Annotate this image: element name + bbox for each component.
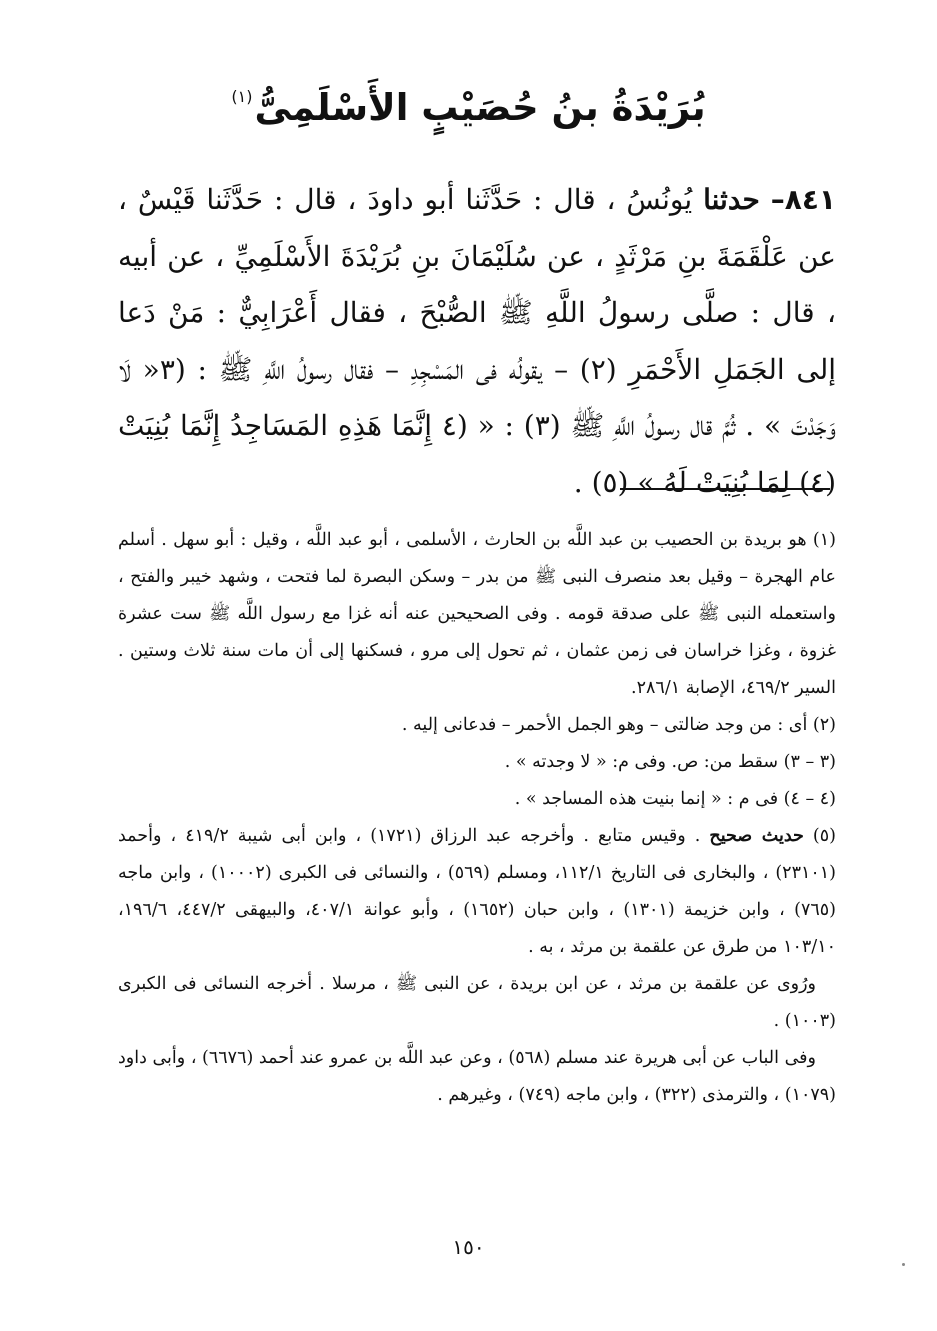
chapter-title [100, 62, 837, 132]
footnote-5 [118, 818, 836, 966]
footnote-1: (١) هو بريدة بن الحصيب بن عبد اللَّه بن الحارث ، الأسلمى ، أبو عبد اللَّه ، وقيل : أبو سهل . أسلم عام الهجرة – وقيل بعد منصرف النبى ﷺ من بدر – وسكن البصرة لما فتحت ، وشهد خيبر والفتح ، واستعمله النبى ﷺ على صدقة قومه . وفى الصحيحين عنه أنه غزا مع رسول اللَّه ﷺ ست عشرة غزوة ، وغزا خراسان فى زمن عثمان ، ثم تحول إلى مرو ، فسكنها إلى أن مات سنة ثلاث وستين . السير ٤٦٩/٢، الإصابة ٢٨٦/١. [118, 530, 836, 698]
footnote-5-mursal: ورُوى عن علقمة بن مرثد ، عن ابن بريدة ، عن النبى ﷺ ، مرسلا . أخرجه النسائى فى الكبرى (١٠٠٣) . [118, 974, 836, 1031]
footnote-4-text: (٤ – ٤) فى م : « إنما بنيت هذه المساجد » . [514, 789, 836, 809]
footnote-4 [118, 781, 836, 818]
hadith-body: يُونُسُ ، قال : حَدَّثَنا أبو داودَ ، قال : حَدَّثَنا قَيْسٌ ، عن عَلْقَمَةَ بنِ مَرْثَدٍ ، عن سُلَيْمَانَ بنِ بُرَيْدَةَ الأَسْلَمِيِّ ، عن أبيه ، قال : صلَّى رسولُ اللَّهِ ﷺ الصُّبْحَ ، فقال أَعْرَابِيٌّ : مَنْ دَعا إلى الجَمَلِ الأَحْمَرِ (٢) – يقولُه فى المَسْجِدِ – فقال رسولُ اللَّهِ ﷺ : (٣« لَا وَجَدْتَ » . ثُمَّ قال رسولُ اللَّهِ ﷺ (٣) : « (٤ إِنَّمَا هَذِهِ المَسَاجِدُ إِنَّمَا بُنِيَتْ (٤) لِمَا بُنِيَتْ لَهُ » (٥) . [118, 183, 837, 499]
hadith-lead-word: حدثنا [703, 183, 760, 216]
hadith-number: ٨٤١– [770, 183, 837, 216]
scan-speck [902, 1263, 905, 1266]
footnote-divider [620, 488, 830, 490]
footnote-5-related: وفى الباب عن أبى هريرة عند مسلم (٥٦٨) ، وعن عبد اللَّه بن عمرو عند أحمد (٦٦٧٦) ، وأبى داود (١٠٧٩) ، والترمذى (٣٢٢) ، وابن ماجه (٧٤٩) ، وغيرهم . [118, 1048, 836, 1105]
footnote-3: (٣ – ٣) سقط من: ص. وفى م: « لا وجدته » . [504, 752, 836, 772]
footnote-5-grade: حديث صحيح [709, 826, 804, 846]
footnote-5-number: (٥) [812, 826, 836, 846]
footnotes [118, 522, 836, 1114]
page-number: ١٥٠ [452, 1235, 485, 1259]
chapter-title-text: بُرَيْدَةُ بنُ حُصَيْبٍ الأَسْلَمِىُّ [254, 86, 706, 129]
title-footnote-ref[interactable]: (١) [231, 87, 253, 106]
footnote-5-text: . وقيس متابع . وأخرجه عبد الرزاق (١٧٢١) ، وابن أبى شيبة ٤١٩/٢ ، وأحمد (٢٣١٠١) ، والبخارى فى التاريخ ١١٢/١، ومسلم (٥٦٩) ، والنسائى فى الكبرى (١٠٠٠٢) ، وابن ماجه (٧٦٥) ، وابن خزيمة (١٣٠١) ، وابن حبان (١٦٥٢) ، وأبو عوانة ٤٠٧/١، والبيهقى ٤٤٧/٢، ١٩٦/٦، ١٠٣/١٠ من طرق عن علقمة بن مرثد ، به . [118, 826, 836, 957]
hadith-text [118, 172, 836, 511]
footnote-2: (٢) أى : من وجد ضالتى – وهو الجمل الأحمر – فدعانى إليه . [401, 715, 836, 735]
